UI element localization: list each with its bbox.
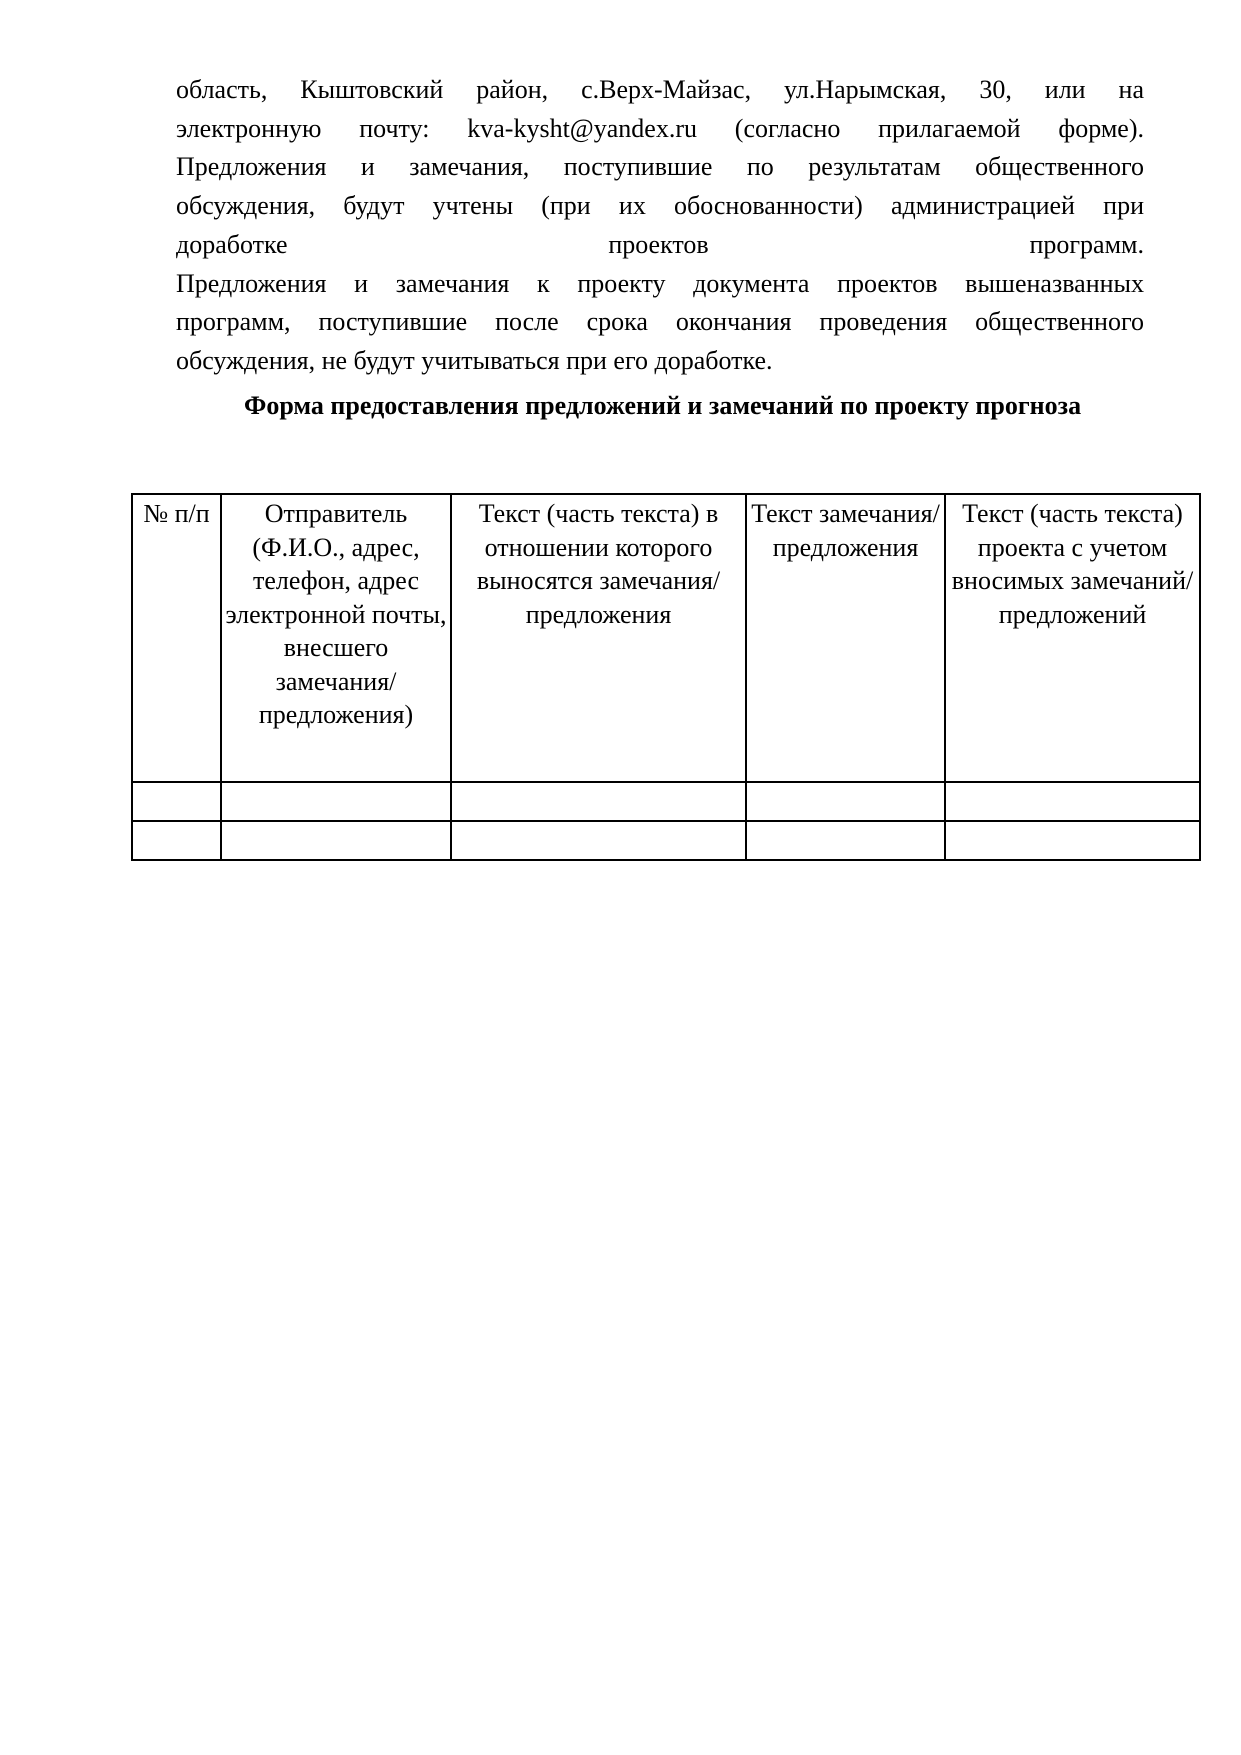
table-cell[interactable]	[746, 782, 945, 821]
intro-line: Предложения и замечания к проекту документа проектов вышеназванных	[176, 268, 1144, 298]
table-cell[interactable]	[221, 782, 451, 821]
header-sender	[221, 494, 451, 782]
intro-text	[176, 71, 1144, 381]
table-cell[interactable]	[945, 782, 1200, 821]
table-cell[interactable]	[221, 821, 451, 860]
table-row	[132, 821, 1200, 860]
table-cell[interactable]	[945, 821, 1200, 860]
header-source-text	[451, 494, 746, 782]
intro-line: программ, поступившие после срока окончания проведения общественного	[176, 307, 1144, 337]
header-revised-text	[945, 494, 1200, 782]
header-source-text-label: Текст (часть текста) в отношении которого выносятся замечания/ предложения	[476, 499, 721, 629]
table-row	[132, 782, 1200, 821]
intro-line: обсуждения, будут учтены (при их обоснованности) администрацией при	[176, 191, 1144, 221]
table-cell[interactable]	[132, 821, 221, 860]
intro-line: электронную почту: kva-kysht@yandex.ru (согласно прилагаемой форме).	[176, 113, 1144, 143]
table-cell[interactable]	[746, 821, 945, 860]
table-cell[interactable]	[451, 821, 746, 860]
intro-line: Предложения и замечания, поступившие по результатам общественного	[176, 152, 1144, 182]
header-comment-text-label: Текст замечания/ предложения	[751, 499, 940, 562]
table-cell[interactable]	[451, 782, 746, 821]
intro-line: доработке проектов программ.	[176, 229, 1144, 259]
header-number-label: № п/п	[143, 499, 210, 528]
header-number	[132, 494, 221, 782]
feedback-form-table	[131, 493, 1201, 861]
intro-line: область, Кыштовский район, с.Верх-Майзас, ул.Нарымская, 30, или на	[176, 75, 1144, 104]
table-header-row	[132, 494, 1200, 782]
header-sender-label: Отправитель (Ф.И.О., адрес, телефон, адрес электронной почты, внесшего замечания/ предложения)	[225, 499, 447, 729]
header-revised-text-label: Текст (часть текста) проекта с учетом вносимых замечаний/ предложений	[951, 499, 1194, 629]
intro-line: обсуждения, не будут учитываться при его доработке.	[176, 345, 773, 375]
table-cell[interactable]	[132, 782, 221, 821]
form-title: Форма предоставления предложений и замечаний по проекту прогноза	[244, 391, 1082, 420]
header-comment-text	[746, 494, 945, 782]
